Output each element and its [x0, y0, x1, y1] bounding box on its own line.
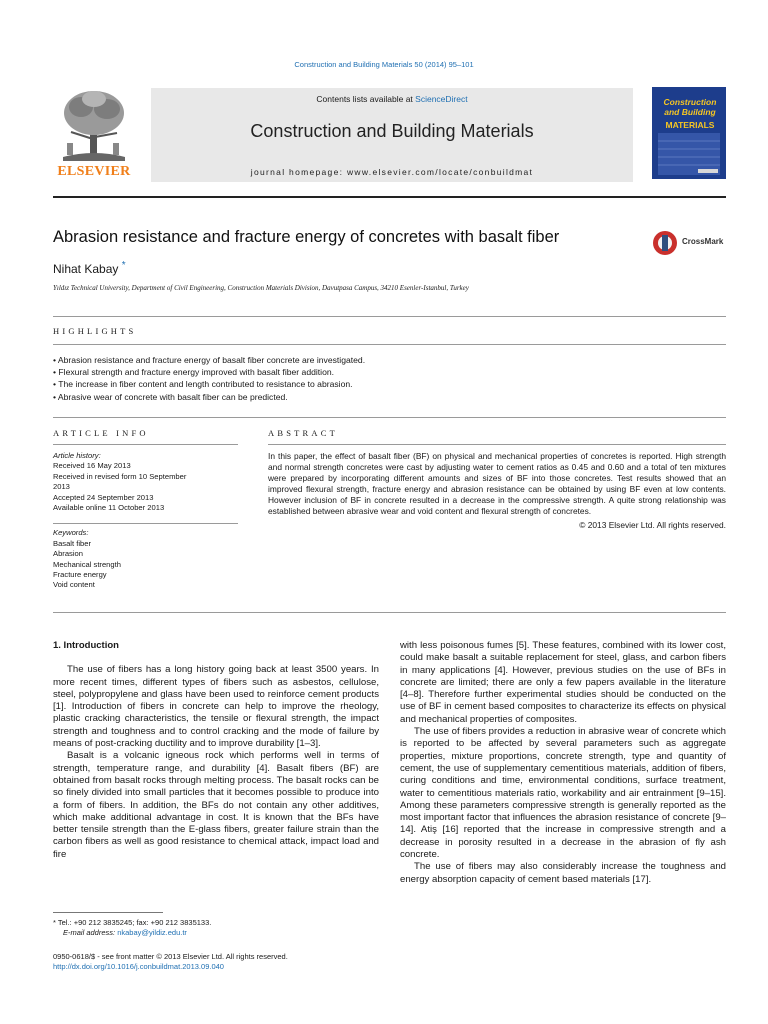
abstract-copyright: © 2013 Elsevier Ltd. All rights reserved.: [579, 519, 726, 530]
cover-title: Construction and Building: [663, 97, 717, 117]
abstract-text: In this paper, the effect of basalt fiber (BF) on physical and mechanical properties of concretes is reported. High strength and normal strength concretes were cast by adjusting water to cement ratios as 0.45 and 0.60 and a total of ten mixtures were prepared by incorporating different amounts and sizes of BF into those concretes. Test results showed that an improved flexural strength, fracture energy and abrasion resistance can be obtained by using BF even at low contents. However inclusion of BF in concrete resulted in a decrease in the compressive strength. A quite strong relationship was established between abrasive wear and void content and flexural strength of concretes.: [268, 451, 726, 517]
journal-homepage-link[interactable]: journal homepage: www.elsevier.com/locate/conbuildmat: [250, 167, 534, 177]
footnote-contact: * Tel.: +90 212 3835245; fax: +90 212 3835133.: [53, 918, 212, 927]
body-paragraph: The use of fibers provides a reduction in abrasive wear of concrete which is reported to be affected by several parameters such as aggregate properties, mixture proportions, concrete strength, type and quantity of cement, the use of supplementary cementitious materials, addition of fibers, curing conditions and time, environmental conditions, surface treatment, water to cementitious materials ratio, workability and air entrainment [9–15]. Among these parameters compressive strength is generally reported as the most important factor that influences the abrasion resistance of concrete [9–14]. Atiş [16] reported that the increase in compressive strength and a decrease in porosity resulted in a decrease in the abrasion of fly ash concrete.: [400, 726, 726, 861]
issn-line: 0950-0618/$ - see front matter © 2013 Elsevier Ltd. All rights reserved.: [53, 952, 288, 961]
keywords-label: Keywords:: [53, 528, 89, 538]
journal-title: Construction and Building Materials: [250, 121, 534, 141]
author-name: Nihat Kabay: [53, 262, 119, 276]
highlight-item: • Flexural strength and fracture energy improved with basalt fiber addition.: [53, 366, 365, 378]
crossmark-label: CrossMark: [682, 237, 724, 246]
divider: [53, 444, 238, 445]
cover-pattern: [658, 133, 720, 175]
publisher-wordmark: ELSEVIER: [57, 164, 131, 179]
contents-line: Contents lists available at ScienceDirect: [316, 94, 468, 104]
highlight-item: • Abrasive wear of concrete with basalt fiber can be predicted.: [53, 391, 365, 403]
body-column-right: [400, 640, 726, 886]
abstract-panel: [268, 451, 726, 531]
article-title: Abrasion resistance and fracture energy of concretes with basalt fiber: [53, 228, 560, 246]
online-date: Available online 11 October 2013: [53, 503, 165, 513]
body-paragraph: with less poisonous fumes [5]. These features, combined with its lower cost, could make basalt a suitable replacement for steel, glass, and carbon fibers in many applications [4]. However, previous studies on the use of BFs in concrete are limited; there are only a few papers available in the literature [4–8]. Therefore further experimental studies should be conducted on the use of BF in cement based composites to characterize its effects on physical and mechanical properties of composites.: [400, 640, 726, 725]
divider: [53, 316, 726, 317]
doi-link[interactable]: http://dx.doi.org/10.1016/j.conbuildmat.2013.09.040: [53, 962, 224, 971]
divider: [53, 417, 726, 418]
revised-date: Received in revised form 10 September: [53, 471, 187, 481]
highlights-heading: HIGHLIGHTS: [53, 326, 137, 336]
crossmark-button[interactable]: [652, 230, 732, 256]
section-heading: 1. Introduction: [53, 640, 119, 651]
keyword: Void content: [53, 580, 95, 590]
keyword: Abrasion: [53, 549, 83, 559]
author-affiliation: Yıldız Technical University, Department of Civil Engineering, Construction Materials Division, Davutpasa Campus, 34210 Esenler-Istanbul, Turkey: [53, 284, 469, 292]
author-line: [53, 260, 126, 276]
journal-reference-link[interactable]: Construction and Building Materials 50 (2014) 95–101: [294, 60, 474, 69]
body-paragraph: The use of fibers may also considerably increase the toughness and energy absorption capacity of cement based materials [17].: [400, 861, 726, 885]
accepted-date: Accepted 24 September 2013: [53, 492, 154, 502]
divider: [53, 523, 238, 524]
body-paragraph: The use of fibers has a long history going back at least 3500 years. In more recent times, different types of fibers such as asbestos, cellulose, steel, polypropylene and glass have been used to reinforce cement products [1]. Introduction of fibers in concrete can help to improve the rheology, plastic cracking characteristics, the tensile or flexural strength, the impact strength and toughness and to control cracking and the mode of failure by means of post-cracking ductility and to improve durability [1–3].: [53, 664, 379, 750]
history-label: Article history:: [53, 451, 101, 460]
body-paragraph: Basalt is a volcanic igneous rock which performs well in terms of strength, temperature range, and durability [4]. Basalt fibers (BF) are obtained from basalt rocks through melting process. The basalt rocks can be so finely divided into small particles that it becomes possible to produce into a form of fibers. In addition, the BFs do not contain any other additives, which make additional advantage in cost. It is known that the BFs have better tensile strength than the E-glass fibers, greater failure strain than the carbon fibers as well as good resistance to chemical attack, impact load and fire: [53, 750, 379, 860]
issn-block: [53, 952, 288, 972]
abstract-heading: ABSTRACT: [268, 428, 338, 438]
keyword: Basalt fiber: [53, 538, 91, 548]
email-label: E-mail address:: [63, 928, 118, 937]
sciencedirect-link[interactable]: ScienceDirect: [415, 94, 468, 104]
journal-header-band: [151, 88, 633, 182]
author-email-link[interactable]: nkabay@yildiz.edu.tr: [117, 928, 187, 937]
keyword: Mechanical strength: [53, 559, 121, 569]
divider: [268, 444, 726, 445]
divider: [53, 612, 726, 613]
journal-cover-image: [652, 87, 726, 179]
article-info-heading: ARTICLE INFO: [53, 428, 149, 438]
highlights-list: [53, 354, 365, 403]
author-footnote-link[interactable]: *: [121, 260, 126, 271]
article-info-panel: [53, 451, 238, 591]
divider: [53, 344, 726, 345]
author-footnote: [53, 918, 211, 938]
highlight-item: • Abrasion resistance and fracture energy of basalt fiber concrete are investigated.: [53, 354, 365, 366]
cover-subtitle: MATERIALS: [665, 120, 715, 130]
header-rule: [53, 196, 726, 198]
revised-year: 2013: [53, 482, 70, 492]
footnote-rule: [53, 912, 163, 913]
body-column-left: [53, 640, 379, 861]
highlight-item: • The increase in fiber content and length contributed to resistance to abrasion.: [53, 378, 365, 390]
received-date: Received 16 May 2013: [53, 461, 131, 471]
crossmark-icon: [652, 230, 678, 256]
keyword: Fracture energy: [53, 570, 107, 580]
